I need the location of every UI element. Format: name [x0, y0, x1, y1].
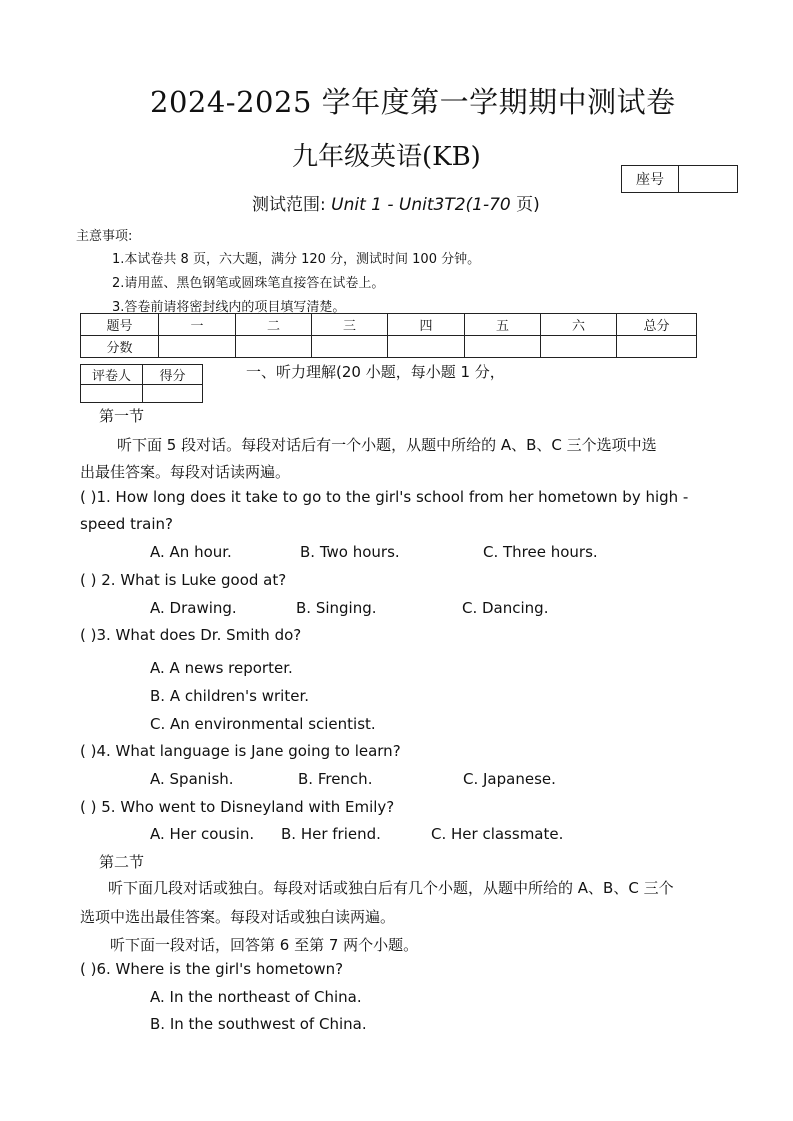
option-c[interactable]: C. An environmental scientist.	[150, 715, 376, 733]
option-b[interactable]: B. Singing.	[296, 599, 377, 617]
range-units: Unit 1 - Unit3T2(1-70	[331, 195, 511, 215]
score-header-cell: 四	[388, 314, 465, 336]
seat-number-box	[621, 165, 738, 193]
score-header-cell: 六	[541, 314, 617, 336]
option-a[interactable]: A. A news reporter.	[150, 659, 293, 677]
score-value-cell[interactable]	[388, 336, 465, 358]
score-table-header-row	[81, 314, 697, 336]
score-value-cell[interactable]	[312, 336, 388, 358]
score-value-cell[interactable]	[617, 336, 697, 358]
grader-value-cell[interactable]	[81, 385, 143, 403]
question-1-cont: speed train?	[80, 515, 173, 533]
range-suffix: 页)	[510, 195, 540, 215]
option-a[interactable]: A. Her cousin.	[150, 825, 255, 843]
question-4: ( )4. What language is Jane going to learn?	[80, 742, 401, 760]
score-header-cell: 题号	[81, 314, 159, 336]
question-1: ( )1. How long does it take to go to the girl's school from her hometown by high -	[80, 488, 689, 506]
option-a[interactable]: A. Spanish.	[150, 770, 234, 788]
question-5: ( ) 5. Who went to Disneyland with Emily?	[80, 798, 395, 816]
grader-value-row	[81, 385, 203, 403]
score-header-cell: 二	[236, 314, 312, 336]
grader-header-cell: 评卷人	[81, 365, 143, 385]
score-value-cell[interactable]	[465, 336, 541, 358]
option-c[interactable]: C. Dancing.	[462, 599, 549, 617]
option-b[interactable]: B. Her friend.	[281, 825, 381, 843]
option-b[interactable]: B. French.	[298, 770, 373, 788]
score-value-cell[interactable]	[541, 336, 617, 358]
grader-header-cell: 得分	[143, 365, 203, 385]
score-header-cell: 一	[159, 314, 236, 336]
part-instruction: 出最佳答案。每段对话读两遍。	[80, 463, 291, 481]
score-value-cell[interactable]	[236, 336, 312, 358]
score-header-cell: 三	[312, 314, 388, 336]
grader-header-row	[81, 365, 203, 385]
note-item: 2.请用蓝、黑色钢笔或圆珠笔直接答在试卷上。	[112, 276, 385, 291]
option-b[interactable]: B. Two hours.	[300, 543, 400, 561]
part-instruction: 听下面 5 段对话。每段对话后有一个小题，从题中所给的 A、B、C 三个选项中选	[117, 436, 657, 454]
question-6: ( )6. Where is the girl's hometown?	[80, 960, 344, 978]
section-title: 一、听力理解(20 小题，每小题 1 分，	[246, 363, 505, 381]
note-item: 1.本试卷共 8 页，六大题，满分 120 分，测试时间 100 分钟。	[112, 252, 481, 267]
option-c[interactable]: C. Three hours.	[483, 543, 598, 561]
score-header-cell: 五	[465, 314, 541, 336]
option-a[interactable]: A. An hour.	[150, 543, 232, 561]
test-range	[252, 190, 540, 215]
seat-value-field[interactable]	[679, 166, 737, 192]
grader-table	[80, 364, 203, 403]
option-a[interactable]: A. Drawing.	[150, 599, 237, 617]
note-item: 3.答卷前请将密封线内的项目填写清楚。	[112, 300, 346, 315]
option-b[interactable]: B. A children's writer.	[150, 687, 310, 705]
part-instruction: 听下面几段对话或独白。每段对话或独白后有几个小题，从题中所给的 A、B、C 三个	[108, 879, 674, 897]
option-c[interactable]: C. Japanese.	[463, 770, 556, 788]
range-prefix: 测试范围:	[252, 195, 332, 215]
score-header-cell: 总分	[617, 314, 697, 336]
notes-heading: 主意事项:	[76, 229, 133, 244]
option-b[interactable]: B. In the southwest of China.	[150, 1015, 367, 1033]
option-c[interactable]: C. Her classmate.	[431, 825, 564, 843]
exam-title: 2024-2025 学年度第一学期期中测试卷	[150, 85, 676, 119]
exam-subtitle: 九年级英语(KB)	[292, 142, 481, 172]
score-row-label: 分数	[81, 336, 159, 358]
score-value-cell[interactable]	[159, 336, 236, 358]
question-2: ( ) 2. What is Luke good at?	[80, 571, 287, 589]
score-table	[80, 313, 697, 358]
seat-label: 座号	[622, 166, 679, 192]
question-3: ( )3. What does Dr. Smith do?	[80, 626, 302, 644]
grader-value-cell[interactable]	[143, 385, 203, 403]
part-label: 第二节	[99, 853, 145, 871]
sub-instruction: 听下面一段对话，回答第 6 至第 7 两个小题。	[110, 936, 419, 954]
part-label: 第一节	[99, 407, 145, 425]
part-instruction: 选项中选出最佳答案。每段对话或独白读两遍。	[80, 908, 396, 926]
option-a[interactable]: A. In the northeast of China.	[150, 988, 362, 1006]
score-table-value-row	[81, 336, 697, 358]
